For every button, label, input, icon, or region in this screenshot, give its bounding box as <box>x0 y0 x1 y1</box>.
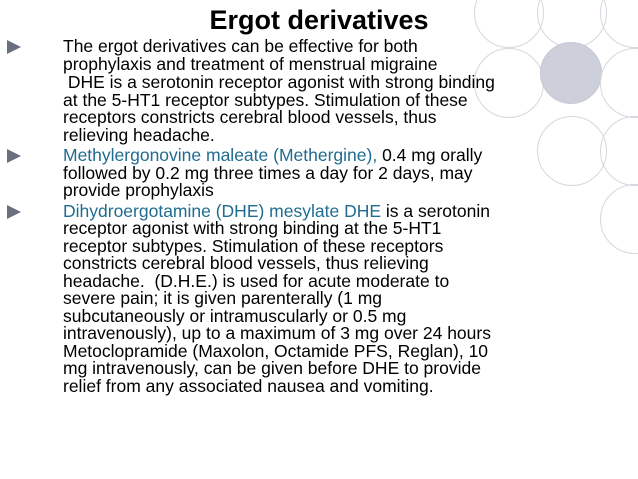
triangle-bullet-icon <box>7 205 21 219</box>
text-line: intravenously), up to a maximum of 3 mg over 24 hours <box>63 323 491 343</box>
text-line: relieving headache. <box>63 124 215 145</box>
text-fragment: is a serotonin <box>381 200 490 221</box>
text-line: Metoclopramide (Maxolon, Octamide PFS, Reglan), 10 <box>63 340 489 361</box>
text-line: constricts cerebral blood vessels, thus relieving <box>63 253 429 273</box>
text-line: headache. (D.H.E.) is used for acute moderate to <box>63 270 450 291</box>
text-line: DHE is a serotonin receptor agonist with strong binding <box>63 72 495 92</box>
text-line: relief from any associated nausea and vomiting. <box>63 375 434 396</box>
slide-title: Ergot derivatives <box>209 5 429 35</box>
bullet-item <box>7 200 627 396</box>
text-line: provide prophylaxis <box>63 180 214 200</box>
text-line: The ergot derivatives can be effective for both <box>63 36 418 56</box>
text-fragment: 0.4 mg orally <box>377 145 483 165</box>
text-line: receptor subtypes. Stimulation of these receptors <box>63 235 444 256</box>
triangle-bullet-icon <box>7 40 21 54</box>
bullet-item <box>7 38 627 73</box>
text-line: mg intravenously, can be given before DHE to provide <box>63 358 481 378</box>
triangle-bullet-icon <box>7 149 21 163</box>
text-line: receptors constricts cerebral blood vessels, thus <box>63 107 437 127</box>
text-line: subcutaneously or intramuscularly or 0.5 mg <box>63 305 407 326</box>
text-line: followed by 0.2 mg three times a day for 2 days, may <box>63 162 473 183</box>
text-line: severe pain; it is given parenterally (1 mg <box>63 288 383 308</box>
slide-body <box>7 38 627 395</box>
drug-name-highlight: Methylergonovine maleate (Methergine), <box>63 145 378 165</box>
drug-name-highlight: Dihydroergotamine (DHE) mesylate DHE <box>63 200 382 221</box>
text-line <box>63 147 627 165</box>
text-line: receptor agonist with strong binding at the 5-HT1 <box>63 218 442 238</box>
text-line: prophylaxis and treatment of menstrual migraine <box>63 53 438 74</box>
bullet-item <box>7 147 627 200</box>
continuation-paragraph <box>7 74 627 144</box>
text-line: at the 5-HT1 receptor subtypes. Stimulation of these <box>63 89 468 110</box>
